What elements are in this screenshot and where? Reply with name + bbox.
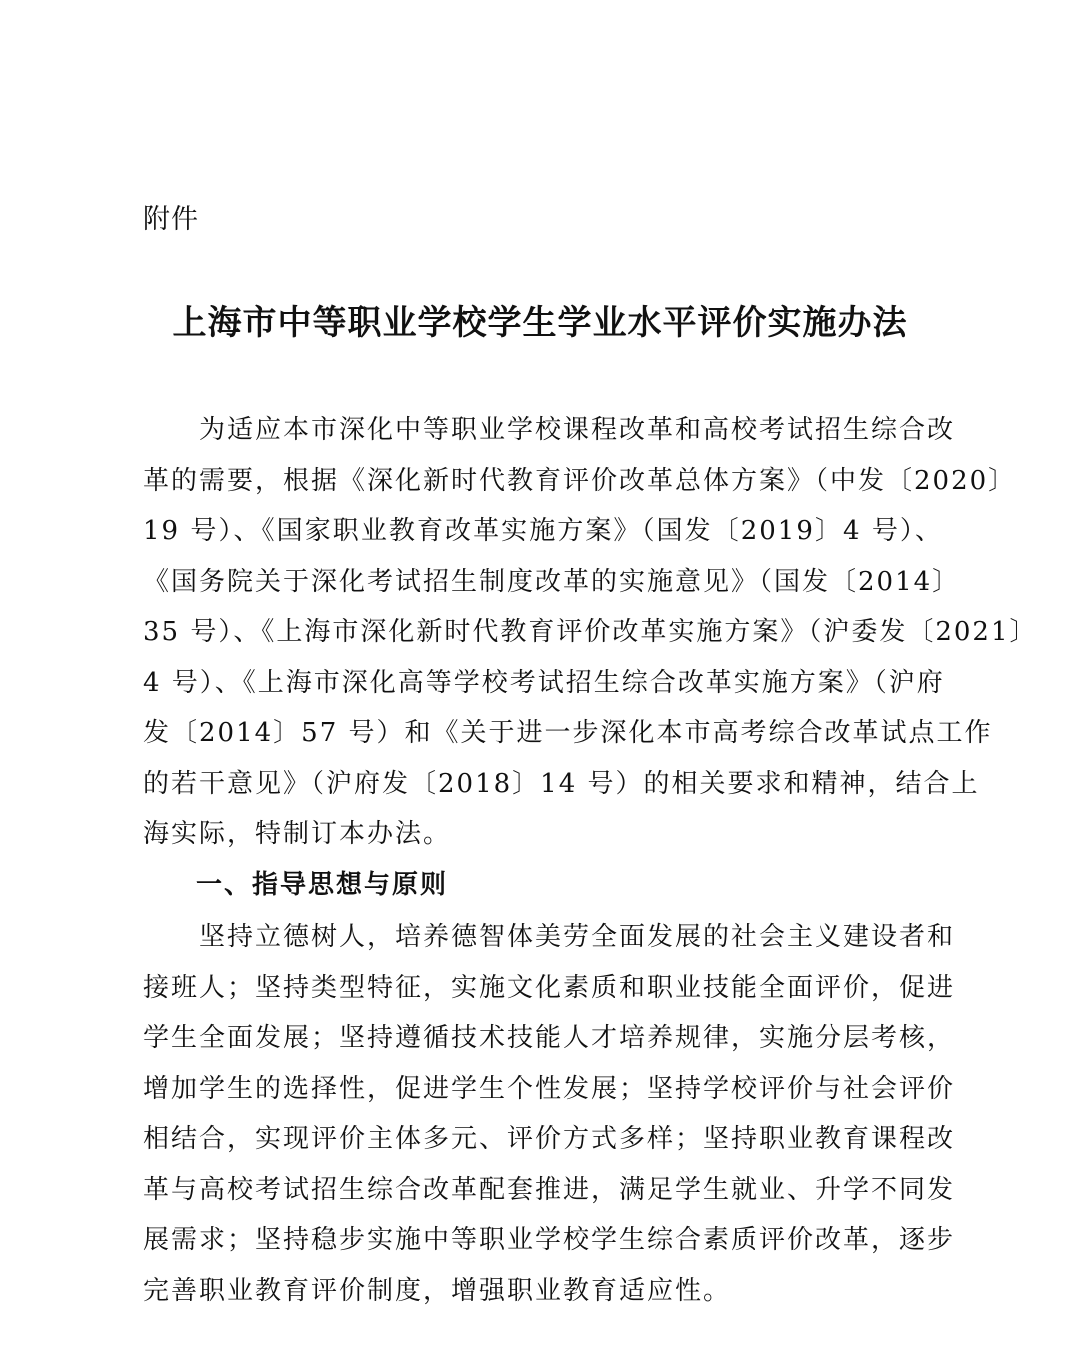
paragraph-1: [143, 405, 1038, 860]
paragraph-1-line: 19 号）、《国家职业教育改革实施方案》（国发〔2019〕4 号）、: [143, 516, 943, 546]
document-title: 上海市中等职业学校学生学业水平评价实施办法: [172, 303, 908, 343]
paragraph-1-line: 革的需要，根据《深化新时代教育评价改革总体方案》（中发〔2020〕: [143, 465, 1017, 496]
paragraph-1-line: 为适应本市深化中等职业学校课程改革和高校考试招生综合改: [199, 415, 956, 445]
paragraph-2-line: 革与高校考试招生综合改革配套推进，满足学生就业、升学不同发: [143, 1174, 956, 1205]
attachment-label: 附件: [143, 204, 199, 235]
paragraph-2-line: 完善职业教育评价制度，增强职业教育适应性。: [143, 1275, 732, 1306]
paragraph-1-line: 4 号）、《上海市深化高等学校考试招生综合改革实施方案》（沪府: [143, 667, 945, 698]
paragraph-2-line: 展需求；坚持稳步实施中等职业学校学生综合素质评价改革，逐步: [143, 1225, 956, 1255]
paragraph-1-line: 《国务院关于深化考试招生制度改革的实施意见》（国发〔2014〕: [143, 566, 961, 597]
paragraph-1-line: 海实际，特制订本办法。: [143, 819, 452, 849]
section-1-heading: 一、指导思想与原则: [196, 870, 449, 900]
paragraph-2-line: 相结合，实现评价主体多元、评价方式多样；坚持职业教育课程改: [143, 1124, 956, 1154]
paragraph-2-line: 学生全面发展；坚持遵循技术技能人才培养规律，实施分层考核，: [143, 1023, 956, 1053]
paragraph-2-line: 坚持立德树人，培养德智体美劳全面发展的社会主义建设者和: [199, 922, 956, 952]
paragraph-1-line: 的若干意见》（沪府发〔2018〕14 号）的相关要求和精神，结合上: [143, 768, 980, 799]
paragraph-2: [143, 912, 956, 1316]
paragraph-2-line: 增加学生的选择性，促进学生个性发展；坚持学校评价与社会评价: [143, 1073, 956, 1104]
paragraph-1-line: 发〔2014〕57 号）和《关于进一步深化本市高考综合改革试点工作: [143, 718, 993, 748]
paragraph-1-line: 35 号）、《上海市深化新时代教育评价改革实施方案》（沪委发〔2021〕: [143, 617, 1038, 647]
paragraph-2-line: 接班人；坚持类型特征，实施文化素质和职业技能全面评价，促进: [143, 972, 956, 1003]
